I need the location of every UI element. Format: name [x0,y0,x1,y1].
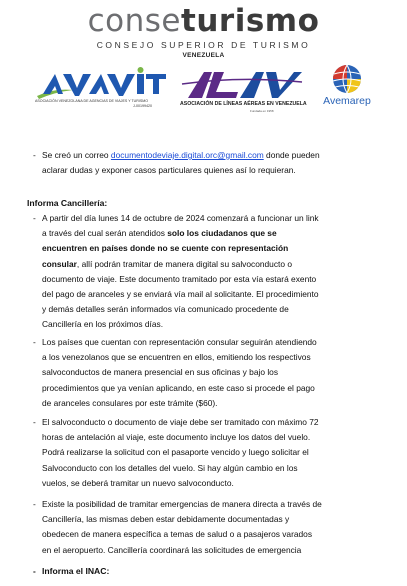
bullet-4-line: en el aeropuerto. Cancillería coordinará las solicitudes de emergencia [42,544,302,555]
bullet-2-line: procedimientos que ya venían aplicando, en este caso si procede el pago [42,382,315,393]
bullet-dash: - [33,213,36,223]
bullet-3-line: horas de antelación al viaje, este documento incluye los datos del vuelo. [42,432,311,443]
bullet-4-line: Cancillería, las mismas deben estar debidamente documentadas y [42,514,290,525]
bullet-dash: - [33,566,36,576]
bullet-3 [42,415,387,491]
bullet-2 [42,335,387,411]
document-header [0,0,407,118]
brand-part-1: conse [87,3,182,39]
bullet-1-line: A partir del día lunes 14 de octubre de 2024 comenzará a funcionar un link [42,213,319,223]
avavit-logo-graphic [33,66,173,116]
bullet-dash: - [33,150,36,160]
bullet-2-line: de aranceles consulares por este trámite ($60). [42,397,218,408]
bullet-dash: - [33,337,36,347]
avavit-caption: ASOCIACIÓN VENEZOLANA DE AGENCIAS DE VIAJES Y TURISMO [35,99,149,103]
section-heading-inac: Informa el INAC: [42,566,110,576]
bullet-2-line: a los venezolanos que se encuentren en ellos, emitiendo los respectivos [42,352,311,363]
brand-country: VENEZUELA [182,52,225,59]
bullet-1-line: del pago de aranceles y se enviará vía mail al solicitante. El procedimiento [42,289,319,300]
brand-part-2: turismo [181,3,320,39]
bullet-3-line: Podrá realizarse la solicitud con el pasaporte vencido y luego solicitar el [42,447,309,458]
bullet-1-line: consular, allí podrán tramitar de manera digital su salvoconducto o [42,258,292,269]
bullet-3-line: vuelos, se deberá tramitar un nuevo salvoconducto. [42,477,234,488]
bullet-1-line: encuentren en países donde no se cuente con representación [42,243,289,254]
bullet-4-line: Existe la posibilidad de tramitar emergencias de manera directa a través de [42,499,322,509]
bullet-3-line: Salvoconducto con los detalles del vuelo. Si hay algún cambio en los [42,462,298,473]
bullet-dash: - [33,499,36,509]
avavit-rif: J-00199420 [133,104,152,108]
bullet-3-line: El salvoconducto o documento de viaje debe ser tramitado con máximo 72 [42,417,319,427]
intro-line-1: Se creó un correo documentodeviaje.digital.orc@gmail.com donde pueden [42,150,320,160]
bullet-2-line: Los países que cuentan con representación consular seguirán atendiendo [42,337,317,347]
bullet-dash: - [33,417,36,427]
bullet-1-line: Cancillería en los próximos días. [42,319,164,330]
intro-line-2: aclarar dudas y exponer casos particulares quienes así lo requieran. [42,165,296,175]
bullet-4-line: obedecen de manera específica a temas de salud o a pasajeros varados [42,529,313,540]
globe-icon [308,64,386,96]
email-link[interactable]: documentodeviaje.digital.orc@gmail.com [110,150,264,160]
bullet-4 [42,497,387,558]
bullet-1-line: documento de viaje. Este documento tramitado por esta vía estará exento [42,273,317,284]
bullet-1-line: a través del cual serán atendidos solo los ciudadanos que se [42,228,277,239]
alav-logo [180,70,305,116]
bullet-1 [42,211,387,333]
bullet-2-line: salvoconductos de manera presencial en sus oficinas y bajo los [42,367,279,378]
section-heading-cancilleria: Informa Cancillería: [27,198,108,208]
conseturismo-logo [0,4,407,38]
avemarep-caption: Avemarep [323,95,371,107]
avemarep-logo [308,64,386,116]
avavit-logo [33,66,173,116]
alav-caption: ASOCIACIÓN DE LÍNEAS AÉREAS EN VENEZUELA [180,101,307,107]
bullet-1-line: y demás detalles serán informados vía comunicado procedente de [42,304,289,315]
brand-subtitle: CONSEJO SUPERIOR DE TURISMO [96,40,311,50]
alav-founded: Fundada en 1958 [250,109,274,113]
alav-logo-graphic [180,70,305,100]
